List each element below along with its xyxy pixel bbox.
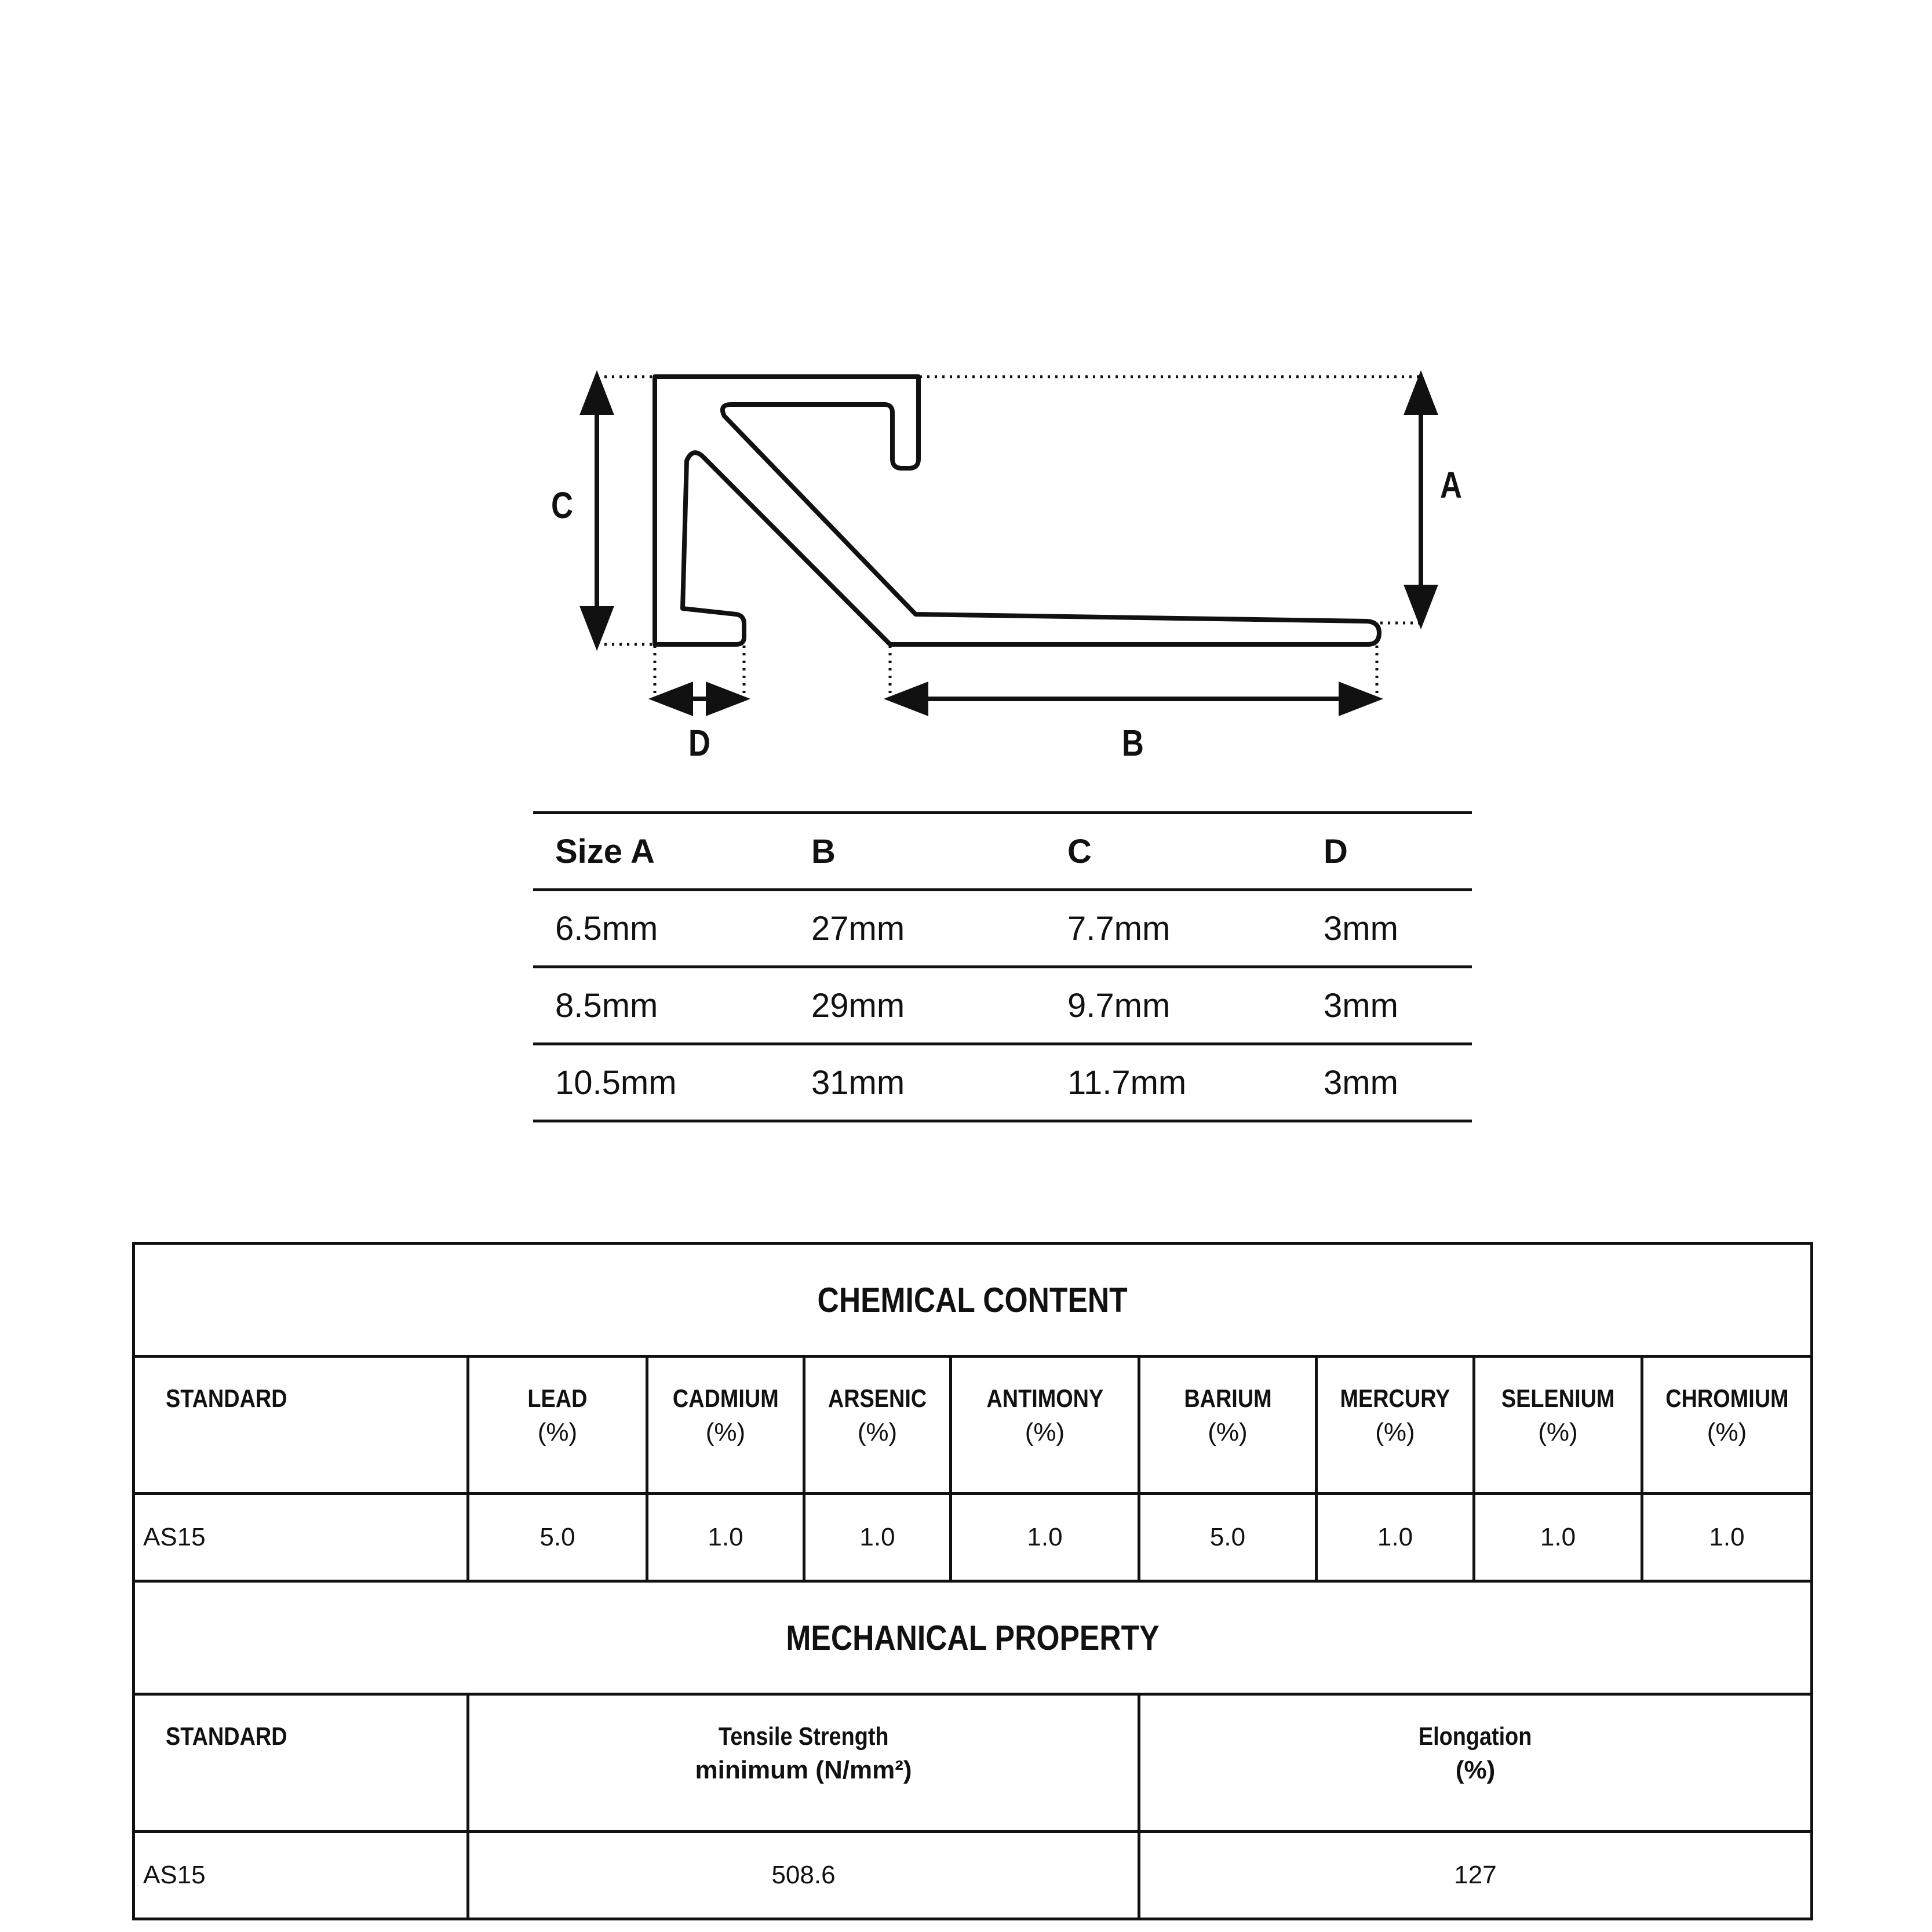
elongation-label: Elongation [1419,1722,1532,1751]
chemical-value-cell: 1.0 [1317,1494,1474,1581]
column-name: ANTIMONY [986,1384,1103,1413]
chemical-title-row [134,1244,1812,1357]
table-row [533,967,1472,1044]
profile-drawing [0,0,1932,777]
column-name: MERCURY [1340,1384,1450,1413]
chemical-value-cell: 1.0 [951,1494,1139,1581]
profile-diagram [0,0,1932,777]
chemical-value-cell: 1.0 [1642,1494,1812,1581]
size-header-c: C [1045,813,1302,890]
chemical-column-header [1317,1357,1474,1494]
column-unit: (%) [857,1418,898,1446]
table-row [533,1044,1472,1121]
chemical-value-cell: 5.0 [468,1494,647,1581]
chemical-column-header [951,1357,1139,1494]
elongation-value-cell: 127 [1139,1832,1812,1919]
dimension-arrows [583,377,1435,713]
size-cell: 11.7mm [1045,1044,1302,1121]
extension-lines [597,377,1420,706]
column-unit: (%) [537,1418,578,1446]
size-cell: 31mm [789,1044,1045,1121]
column-name: CADMIUM [672,1384,779,1413]
size-cell: 3mm [1302,967,1472,1044]
chemical-value-cell: 1.0 [1474,1494,1642,1581]
standard-label: STANDARD [166,1384,287,1413]
size-cell: 29mm [789,967,1045,1044]
column-unit: (%) [1208,1418,1248,1446]
chemical-column-header [804,1357,951,1494]
size-cell: 6.5mm [533,890,789,967]
table-row [134,1494,1812,1581]
column-name: ARSENIC [828,1384,927,1413]
column-unit: (%) [1025,1418,1065,1446]
column-unit: (%) [1538,1418,1578,1446]
size-header-a: Size A [533,813,789,890]
size-header-d: D [1302,813,1472,890]
chemical-column-header [1139,1357,1317,1494]
size-cell: 10.5mm [533,1044,789,1121]
size-cell: 27mm [789,890,1045,967]
size-cell: 3mm [1302,1044,1472,1121]
chemical-value-cell: 1.0 [804,1494,951,1581]
specification-table [132,1242,1813,1920]
tensile-strength-header [468,1694,1139,1832]
mechanical-standard-header [134,1694,468,1832]
chemical-standard-header [134,1357,468,1494]
dimension-label-a: A [1440,464,1462,506]
dimension-label-b: B [1122,722,1144,764]
column-unit: (%) [705,1418,746,1446]
chemical-content-title [134,1244,1812,1357]
tensile-label: Tensile Strength [718,1722,889,1751]
chemical-standard-cell: AS15 [134,1494,468,1581]
chemical-content-title-text: CHEMICAL CONTENT [817,1280,1128,1319]
size-cell: 9.7mm [1045,967,1302,1044]
size-table [533,811,1472,1122]
chemical-column-header [1642,1357,1812,1494]
chemical-value-cell: 1.0 [647,1494,804,1581]
table-row [533,890,1472,967]
table-row [134,1832,1812,1919]
size-table-header-row [533,813,1472,890]
mechanical-header-row [134,1694,1812,1832]
mechanical-property-title [134,1581,1812,1694]
chemical-column-header [647,1357,804,1494]
elongation-header [1139,1694,1812,1832]
size-cell: 7.7mm [1045,890,1302,967]
size-cell: 3mm [1302,890,1472,967]
chemical-value-cell: 5.0 [1139,1494,1317,1581]
mechanical-property-title-text: MECHANICAL PROPERTY [786,1618,1160,1657]
column-name: LEAD [527,1384,588,1413]
mechanical-title-row [134,1581,1812,1694]
chemical-column-header [1474,1357,1642,1494]
size-cell: 8.5mm [533,967,789,1044]
tensile-unit: minimum (N/mm²) [695,1756,912,1784]
column-unit: (%) [1707,1418,1747,1446]
elongation-unit: (%) [1455,1756,1496,1784]
column-name: BARIUM [1183,1384,1272,1413]
column-unit: (%) [1375,1418,1415,1446]
dimension-label-c: C [551,484,573,526]
chemical-header-row [134,1357,1812,1494]
size-header-b: B [789,813,1045,890]
dimension-label-d: D [688,722,710,764]
standard-label: STANDARD [166,1722,287,1751]
tensile-value-cell: 508.6 [468,1832,1139,1919]
chemical-column-header [468,1357,647,1494]
column-name: CHROMIUM [1665,1384,1789,1413]
mechanical-standard-cell: AS15 [134,1832,468,1919]
column-name: SELENIUM [1501,1384,1615,1413]
profile-outline [655,377,1379,644]
